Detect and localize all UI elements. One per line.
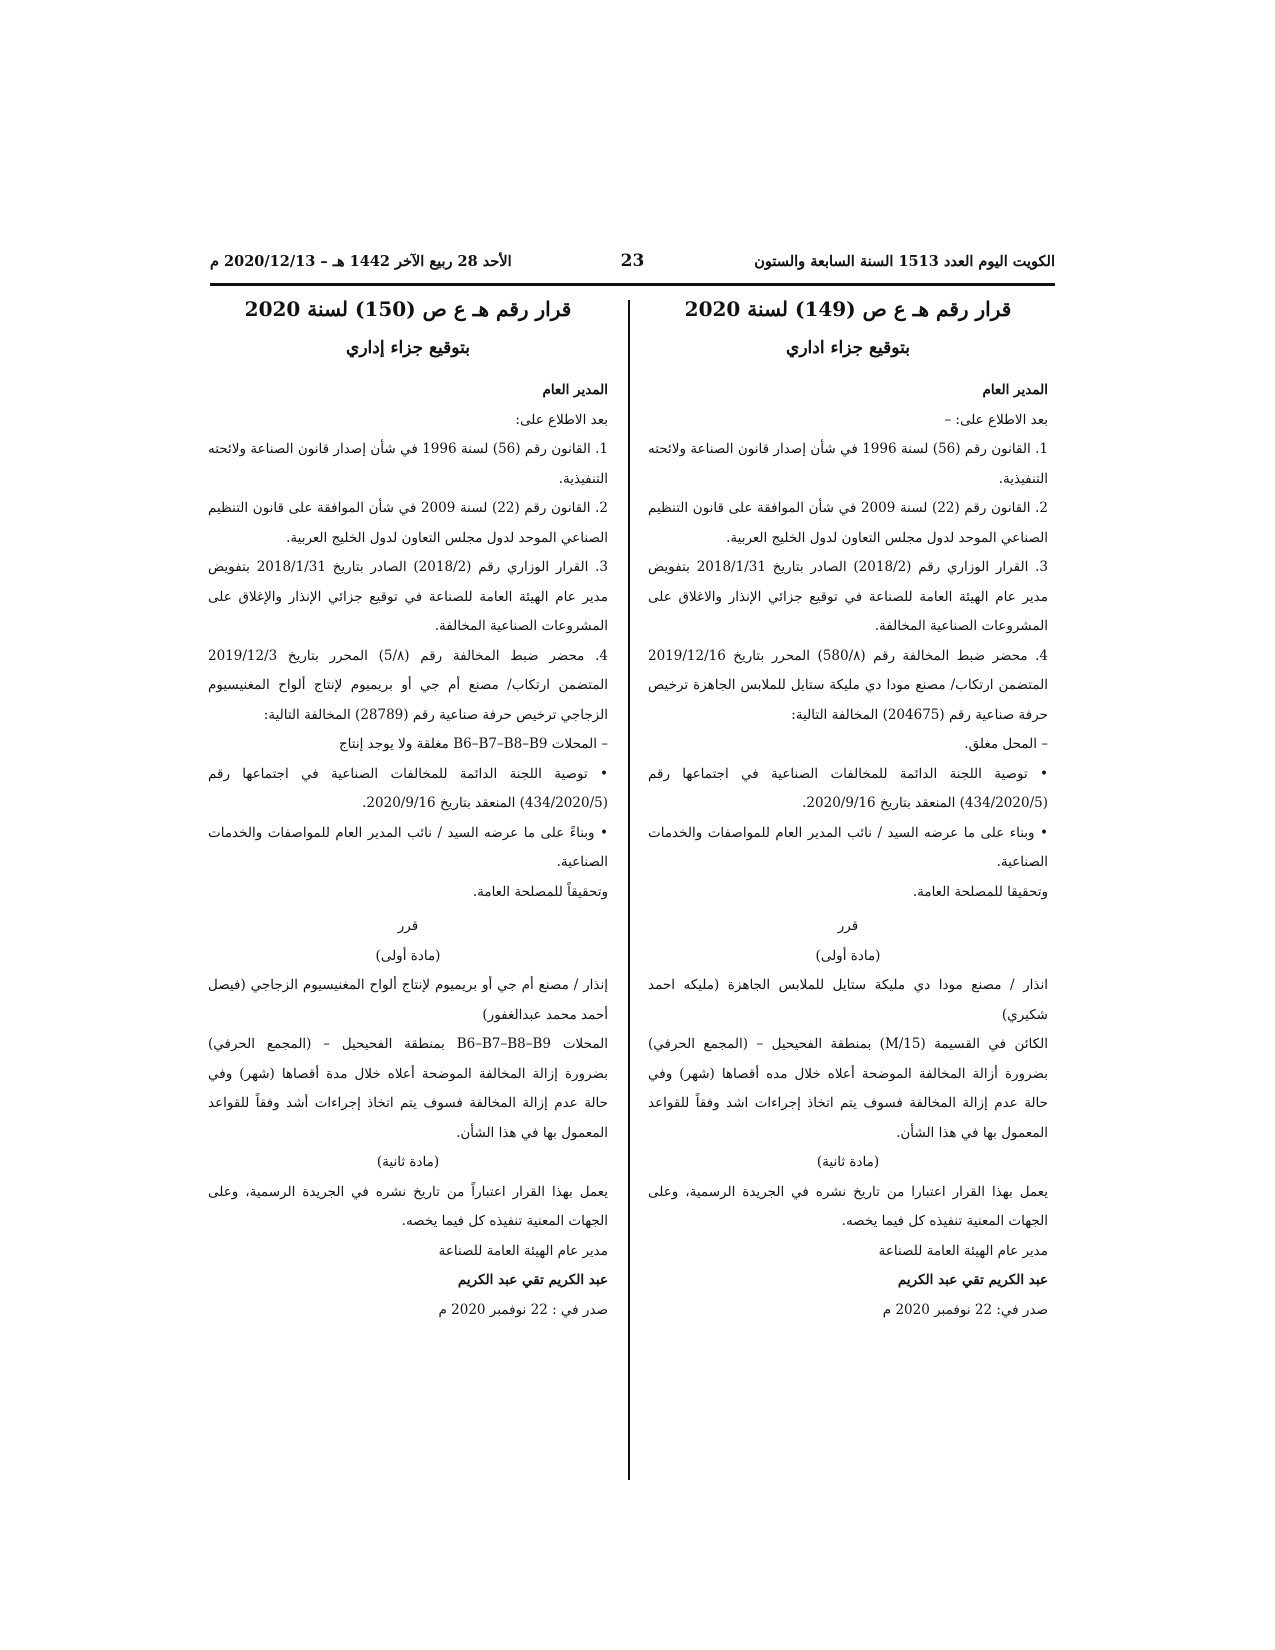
committee-recommendation: • توصية اللجنة الدائمة للمخالفات الصناعية في اجتماعها رقم (434/2020/5) المنعقد بتاريخ 2020/9/16. [208,765,608,811]
page-header [210,253,1055,279]
article-2-body: يعمل بهذا القرار اعتبارا من تاريخ نشره في الجريدة الرسمية، وعلى الجهات المعنية تنفيذه كل فيما يخصه. [648,1183,1048,1229]
article-2-body: يعمل بهذا القرار اعتباراً من تاريخ نشره في الجريدة الرسمية، وعلى الجهات المعنية تنفيذه كل فيما يخصه. [208,1183,608,1229]
clause-2: 2. القانون رقم (22) لسنة 2009 في شأن الموافقة على قانون التنظيم الصناعي الموحد لدول مجلس التعاون لدول الخليج العربية. [648,500,1048,546]
article-1-body: المحلات B6–B7–B8–B9 بمنطقة الفحيحيل – (المجمع الحرفي) بضرورة إزالة المخالفة الموضحة أعلاه خلال مدة أقصاها (شهر) وفي حالة عدم إزالة المخالفة فسوف يتم اتخاذ إجراءات أشد وفقاً للقواعد المعمول بها في هذا الشأن. [208,1036,608,1141]
public-interest: وتحقيقاً للمصلحة العامة. [472,883,608,900]
issue-date-line: صدر في : 22 نوفمبر 2020 م [438,1301,608,1318]
clause-4: 4. محضر ضبط المخالفة رقم (580/٨) المحرر بتاريخ 2019/12/16 المتضمن ارتكاب/ مصنع مودا دي مليكة ستايل للملابس الجاهزة ترخيص حرفة صناعية رقم (204675) المخالفة التالية: [648,647,1048,723]
committee-recommendation: • توصية اللجنة الدائمة للمخالفات الصناعية في اجتماعها رقم (434/2020/5) المنعقد بتاريخ 2020/9/16. [648,765,1048,811]
deputy-presentation: • وبناء على ما عرضه السيد / نائب المدير العام للمواصفات والخدمات الصناعية. [648,824,1048,870]
signatory-name: عبد الكريم تقي عبد الكريم [897,1272,1048,1288]
violation-item: – المحلات B6–B7–B8–B9 مغلقة ولا يوجد إنتاج [338,736,608,752]
director-heading: المدير العام [982,382,1048,398]
signatory-title: مدير عام الهيئة العامة للصناعة [878,1242,1048,1259]
clause-4: 4. محضر ضبط المخالفة رقم (5/٨) المحرر بتاريخ 2019/12/3 المتضمن ارتكاب/ مصنع أم جي أو بريميوم لإنتاج ألواح المغنيسيوم الزجاجي ترخيص حرفة صناعية رقم (28789) المخالفة التالية: [208,647,608,723]
signatory-title: مدير عام الهيئة العامة للصناعة [438,1242,608,1259]
deputy-presentation: • وبناءً على ما عرضه السيد / نائب المدير العام للمواصفات والخدمات الصناعية. [208,824,608,870]
preamble: بعد الاطلاع على: – [944,411,1048,428]
issue-date-line: صدر في: 22 نوفمبر 2020 م [882,1301,1048,1318]
clause-1: 1. القانون رقم (56) لسنة 1996 في شأن إصدار قانون الصناعة ولائحته التنفيذية. [208,441,608,487]
article-1-heading: (مادة أولى) [815,947,881,964]
issue-date: الأحد 28 ربيع الآخر 1442 هـ – 2020/12/13 م [210,253,512,270]
article-1-heading: (مادة أولى) [375,947,441,964]
article-1-warning: إنذار / مصنع أم جي أو بريميوم لإنتاج ألواح المغنيسيوم الزجاجي (فيصل أحمد محمد عبدالغفور) [208,977,608,1023]
column-divider [628,300,630,1480]
clause-2: 2. القانون رقم (22) لسنة 2009 في شأن الموافقة على قانون التنظيم الصناعي الموحد لدول مجلس التعاون لدول الخليج العربية. [208,500,608,546]
clause-3: 3. القرار الوزاري رقم (2018/2) الصادر بتاريخ 2018/1/31 بتفويض مدير عام الهيئة العامة للصناعة في توقيع جزائي الإنذار والإغلاق على المشروعات الصناعية المخالفة. [208,559,608,634]
decision-subtitle: بتوقيع جزاء اداري [786,338,910,358]
clause-3: 3. القرار الوزاري رقم (2018/2) الصادر بتاريخ 2018/1/31 بتفويض مدير عام الهيئة العامة للصناعة في توقيع جزائي الإنذار والاغلاق على المشروعات الصناعية المخالفة. [648,559,1048,634]
decision-149 [648,296,1048,1325]
article-1-body: الكائن في القسيمة (M/15) بمنطقة الفحيحيل – (المجمع الحرفي) بضرورة أزالة المخالفة الموضحة أعلاه خلال مده أقصاها (شهر) وفي حالة عدم إزالة المخالفة فسوف يتم اتخاذ إجراءات اشد وفقاً للقواعد المعمول بها في هذا الشأن. [648,1036,1048,1141]
violation-item: – المحل مغلق. [964,736,1048,752]
preamble: بعد الاطلاع على: [515,411,608,428]
decision-150 [208,296,608,1325]
decision-title: قرار رقم هـ ع ص (149) لسنة 2020 [684,297,1012,321]
signatory-name: عبد الكريم تقي عبد الكريم [457,1272,608,1288]
clause-1: 1. القانون رقم (56) لسنة 1996 في شأن إصدار قانون الصناعة ولائحته التنفيذية. [648,441,1048,487]
decided-heading: قرر [397,918,419,934]
page-number: 23 [620,251,645,271]
public-interest: وتحقيقا للمصلحة العامة. [912,883,1048,900]
article-2-heading: (مادة ثانية) [816,1154,880,1170]
article-2-heading: (مادة ثانية) [376,1154,440,1170]
article-1-warning: انذار / مصنع مودا دي مليكة ستايل للملابس الجاهزة (مليكه احمد شكيري) [648,977,1048,1023]
decided-heading: قرر [837,918,859,934]
header-rule [210,283,1055,286]
gazette-issue: الكويت اليوم العدد 1513 السنة السابعة والستون [754,253,1055,270]
decision-subtitle: بتوقيع جزاء إداري [346,338,470,358]
decision-title: قرار رقم هـ ع ص (150) لسنة 2020 [244,297,572,321]
director-heading: المدير العام [542,382,608,398]
